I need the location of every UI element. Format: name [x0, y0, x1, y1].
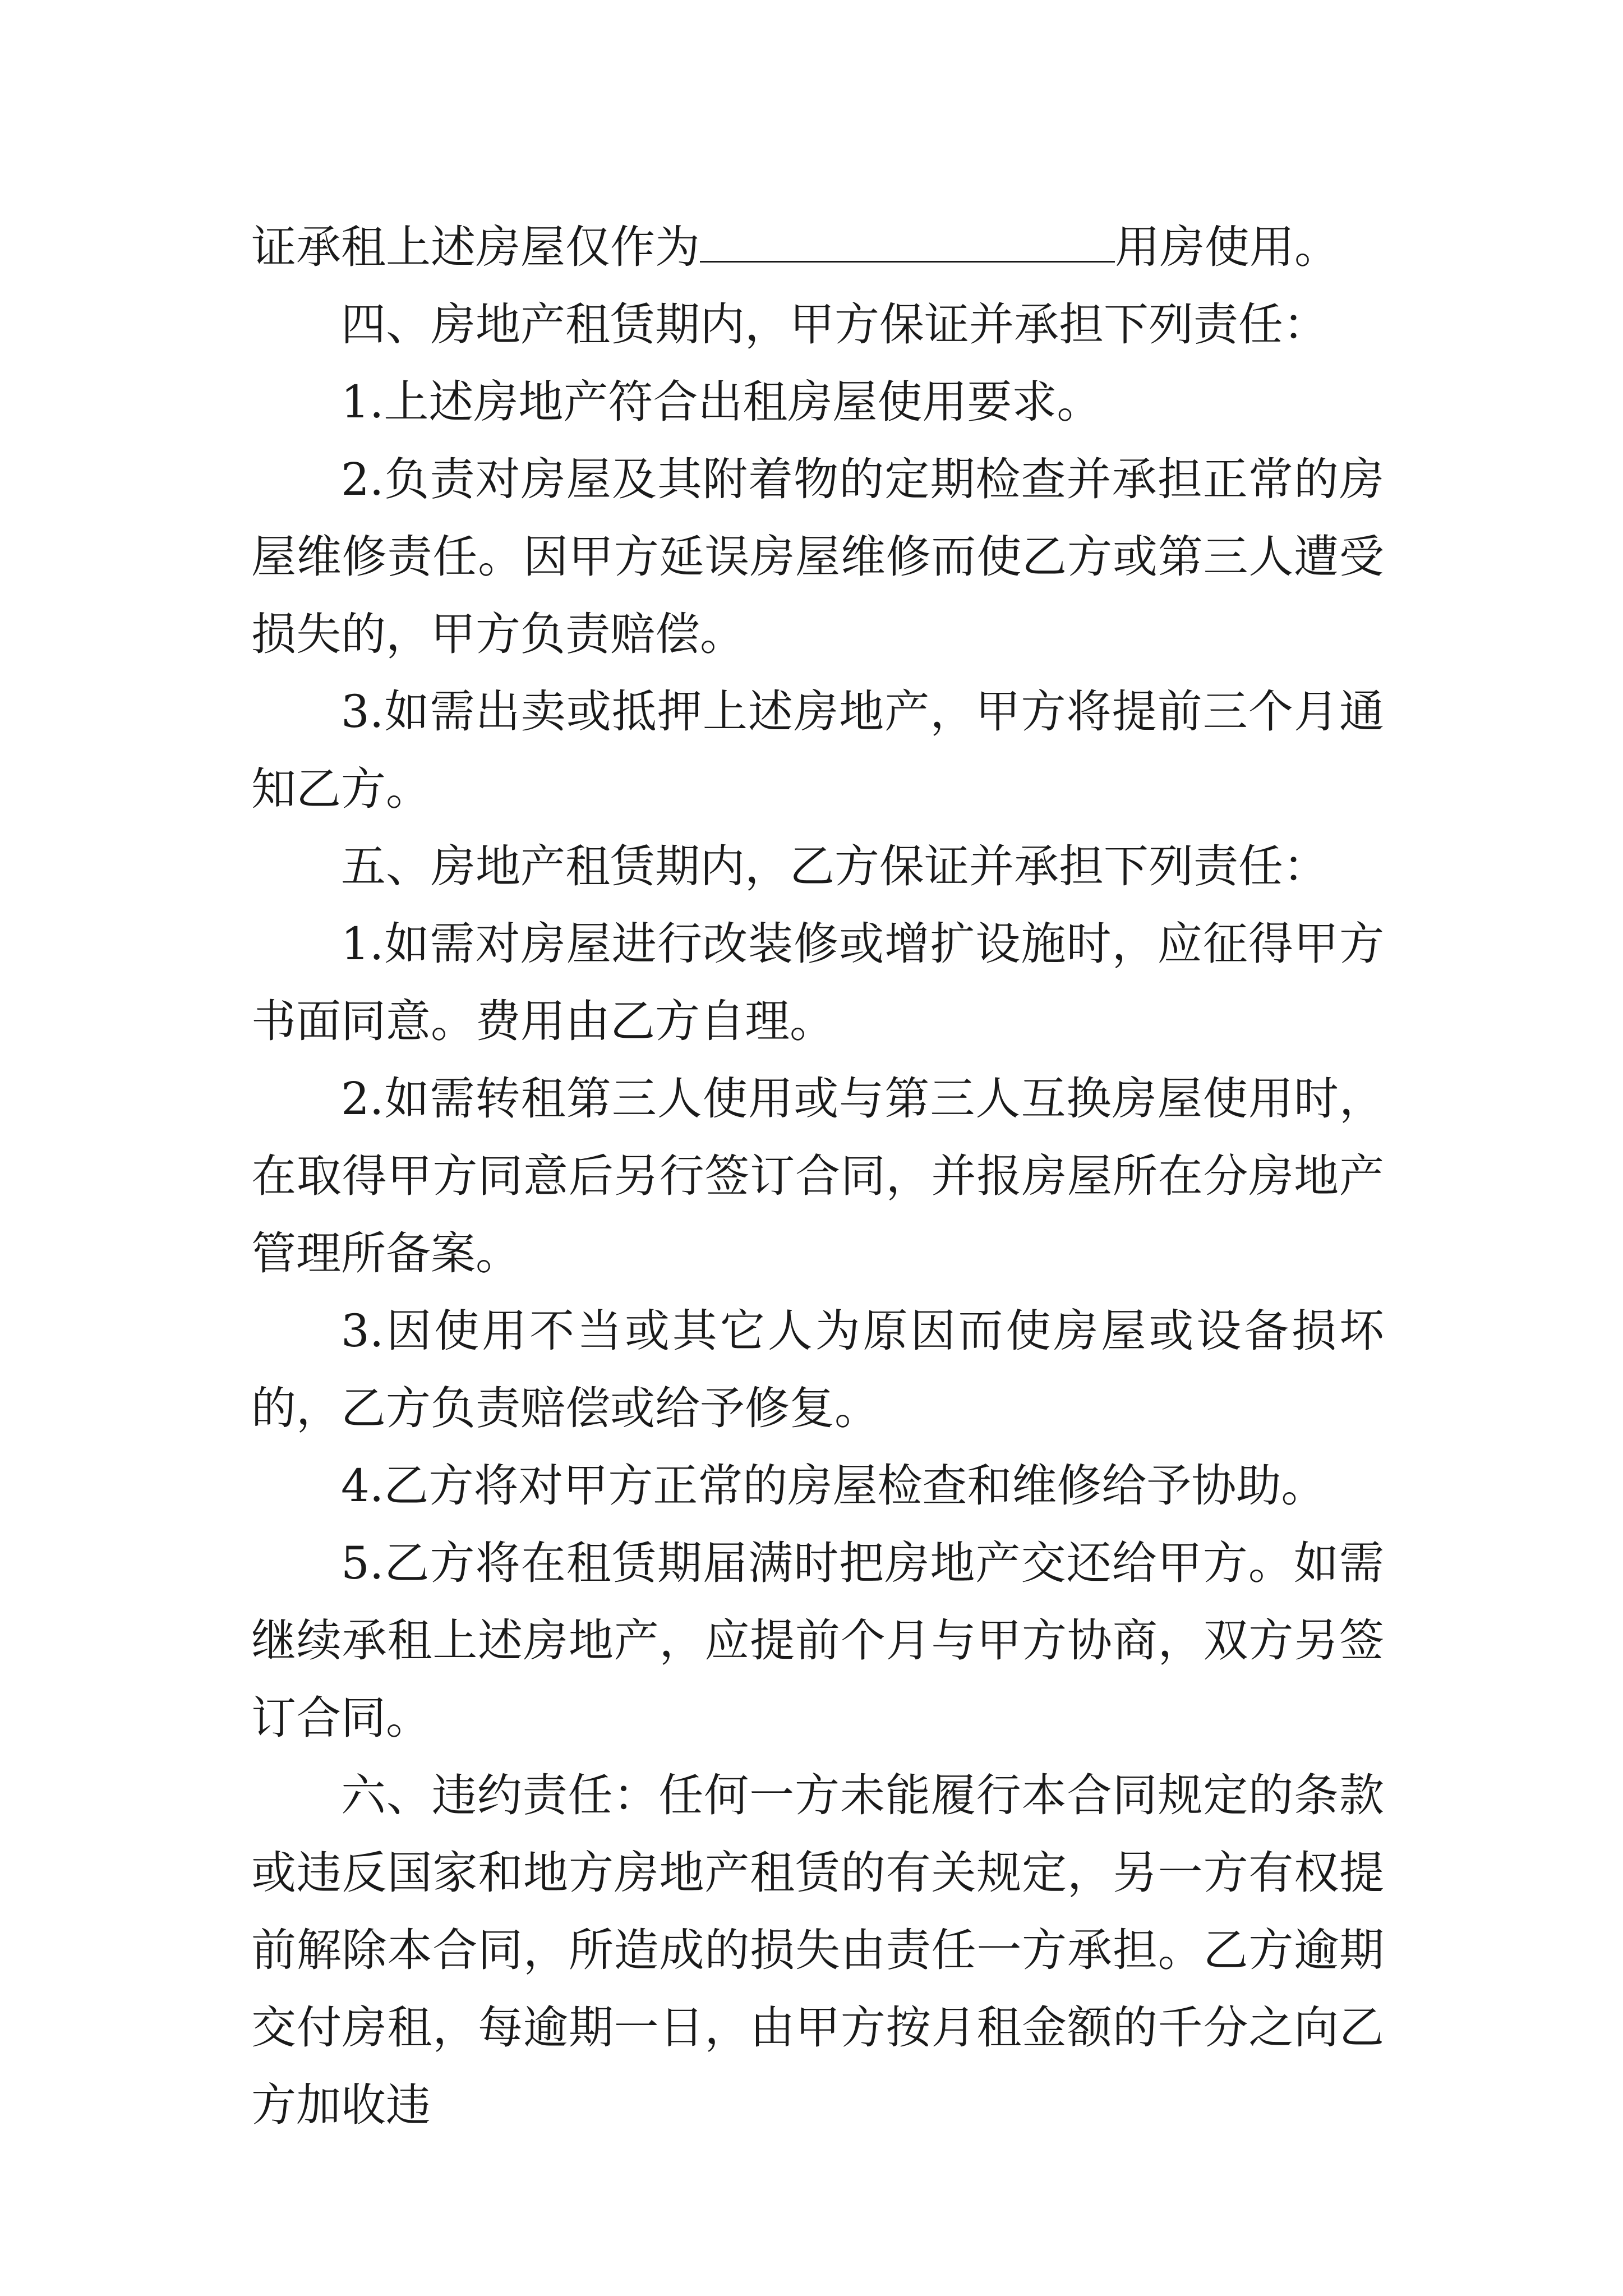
usage-blank-line — [700, 216, 1115, 263]
usage-text-after: 用房使用。 — [1115, 221, 1339, 273]
section-five-item-3: 3.因使用不当或其它人为原因而使房屋或设备损坏的，乙方负责赔偿或给予修复。 — [251, 1305, 1384, 1434]
section-five-item-1: 1.如需对房屋进行改装修或增扩设施时，应征得甲方书面同意。费用由乙方自理。 — [251, 918, 1384, 1047]
paragraph-usage — [251, 209, 1384, 286]
section-five-heading: 五、房地产租赁期内，乙方保证并承担下列责任： — [341, 840, 1328, 892]
usage-text-before: 证承租上述房屋仅作为 — [251, 221, 700, 273]
section-five-item-5: 5.乙方将在租赁期届满时把房地产交还给甲方。如需继续承租上述房地产，应提前个月与甲方协商，双方另签订合同。 — [251, 1537, 1384, 1744]
section-four-item-2: 2.负责对房屋及其附着物的定期检查并承担正常的房屋维修责任。因甲方延误房屋维修而使乙方或第三人遭受损失的，甲方负责赔偿。 — [251, 453, 1384, 660]
section-four-heading: 四、房地产租赁期内，甲方保证并承担下列责任： — [341, 298, 1328, 351]
section-five-item-4: 4.乙方将对甲方正常的房屋检查和维修给予协助。 — [341, 1460, 1326, 1512]
contract-body — [251, 209, 1384, 2144]
section-four-item-3: 3.如需出卖或抵押上述房地产，甲方将提前三个月通知乙方。 — [251, 685, 1384, 815]
section-six-breach-liability: 六、违约责任：任何一方未能履行本合同规定的条款或违反国家和地方房地产租赁的有关规定，另一方有权提前解除本合同，所造成的损失由责任一方承担。乙方逾期交付房租，每逾期一日，由甲方按月租金额的千分之向乙方加收违 — [251, 1769, 1384, 2131]
section-five-item-2: 2.如需转租第三人使用或与第三人互换房屋使用时，在取得甲方同意后另行签订合同，并报房屋所在分房地产管理所备案。 — [251, 1073, 1384, 1280]
section-four-item-1: 1.上述房地产符合出租房屋使用要求。 — [341, 376, 1102, 428]
